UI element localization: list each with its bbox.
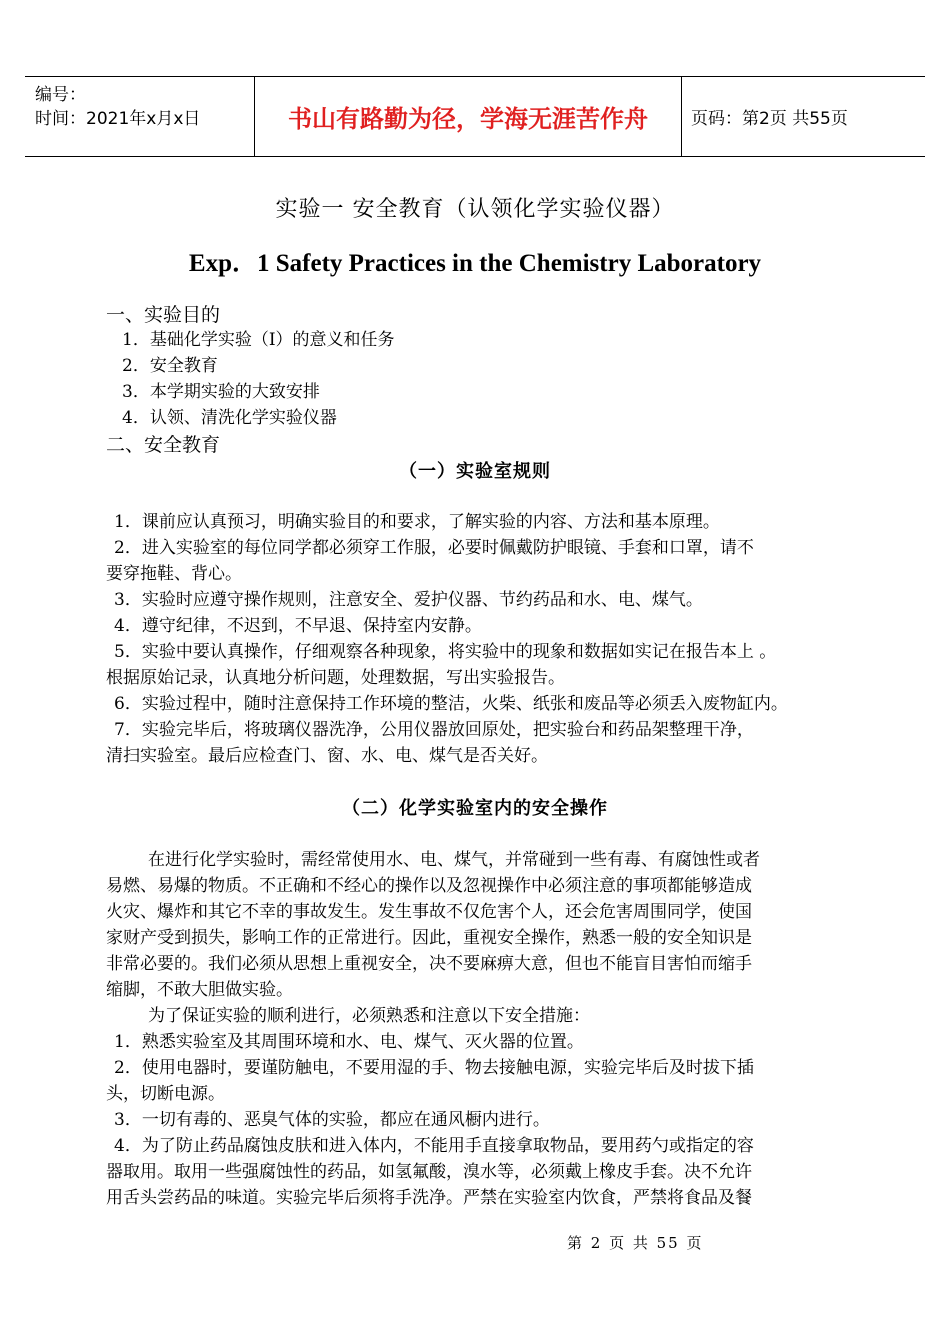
rule-line: 3．实验时应遵守操作规则，注意安全、爱护仪器、节约药品和水、电、煤气。: [114, 590, 703, 610]
section1-item: 4．认领、清洗化学实验仪器: [122, 408, 337, 428]
safety-line: 为了保证实验的顺利进行，必须熟悉和注意以下安全措施：: [148, 1006, 590, 1026]
safety-line: 器取用。取用一些强腐蚀性的药品，如氢氟酸，溴水等，必须戴上橡皮手套。决不允许: [106, 1162, 752, 1182]
page-footer: 第 2 页 共 55 页: [567, 1234, 704, 1252]
page-info-text: 页码：第2页 共55页: [691, 109, 848, 129]
page-header: [25, 76, 925, 157]
document-title-zh: 实验一 安全教育（认领化学实验仪器）: [275, 197, 675, 222]
document-title-en: Exp．1 Safety Practices in the Chemistry Laboratory: [188, 250, 762, 277]
rule-line: 要穿拖鞋、背心。: [106, 564, 242, 584]
subsection2-title: （二）化学实验室内的安全操作: [342, 798, 608, 819]
rule-line: 2．进入实验室的每位同学都必须穿工作服，必要时佩戴防护眼镜、手套和口罩，请不: [114, 538, 754, 558]
rule-line: 5．实验中要认真操作，仔细观察各种现象，将实验中的现象和数据如实记在报告本上 。: [114, 642, 777, 662]
safety-line: 2．使用电器时，要谨防触电，不要用湿的手、物去接触电源，实验完毕后及时拔下插: [114, 1058, 754, 1078]
section1-item: 2．安全教育: [122, 356, 218, 376]
safety-line: 1．熟悉实验室及其周围环境和水、电、煤气、灭火器的位置。: [114, 1032, 584, 1052]
section2-heading: 二、安全教育: [106, 434, 221, 456]
safety-line: 缩脚，不敢大胆做实验。: [106, 980, 293, 1000]
rule-line: 7．实验完毕后，将玻璃仪器洗净，公用仪器放回原处，把实验台和药品架整理干净，: [114, 720, 754, 740]
rule-line: 1．课前应认真预习，明确实验目的和要求，了解实验的内容、方法和基本原理。: [114, 512, 720, 532]
safety-line: 火灾、爆炸和其它不幸的事故发生。发生事故不仅危害个人，还会危害周围同学，使国: [106, 902, 752, 922]
safety-line: 易燃、易爆的物质。不正确和不经心的操作以及忽视操作中必须注意的事项都能够造成: [106, 876, 752, 896]
rule-line: 4．遵守纪律，不迟到，不早退、保持室内安静。: [114, 616, 482, 636]
safety-line: 在进行化学实验时，需经常使用水、电、煤气，并常碰到一些有毒、有腐蚀性或者: [148, 850, 760, 870]
number-label: 编号：: [35, 85, 86, 105]
safety-line: 4．为了防止药品腐蚀皮肤和进入体内，不能用手直接拿取物品，要用药勺或指定的容: [114, 1136, 754, 1156]
section1-item: 1．基础化学实验（I）的意义和任务: [122, 330, 395, 350]
header-meta: [25, 77, 254, 156]
safety-line: 非常必要的。我们必须从思想上重视安全，决不要麻痹大意，但也不能盲目害怕而缩手: [106, 954, 752, 974]
section1-heading: 一、实验目的: [106, 304, 221, 326]
safety-line: 家财产受到损失，影响工作的正常进行。因此，重视安全操作，熟悉一般的安全知识是: [106, 928, 752, 948]
safety-line: 3．一切有毒的、恶臭气体的实验，都应在通风橱内进行。: [114, 1110, 550, 1130]
rule-line: 6．实验过程中，随时注意保持工作环境的整洁，火柴、纸张和废品等必须丢入废物缸内。: [114, 694, 788, 714]
header-motto: 书山有路勤为径，学海无涯苦作舟: [254, 77, 682, 156]
rule-line: 清扫实验室。最后应检查门、窗、水、电、煤气是否关好。: [106, 746, 548, 766]
time-label: 时间：2021年x月x日: [35, 109, 201, 129]
header-page-info: [681, 77, 925, 156]
subsection1-title: （一）实验室规则: [399, 461, 551, 482]
rule-line: 根据原始记录，认真地分析问题，处理数据，写出实验报告。: [106, 668, 565, 688]
section1-item: 3．本学期实验的大致安排: [122, 382, 320, 402]
safety-line: 用舌头尝药品的味道。实验完毕后须将手洗净。严禁在实验室内饮食，严禁将食品及餐: [106, 1188, 752, 1208]
safety-line: 头，切断电源。: [106, 1084, 225, 1104]
